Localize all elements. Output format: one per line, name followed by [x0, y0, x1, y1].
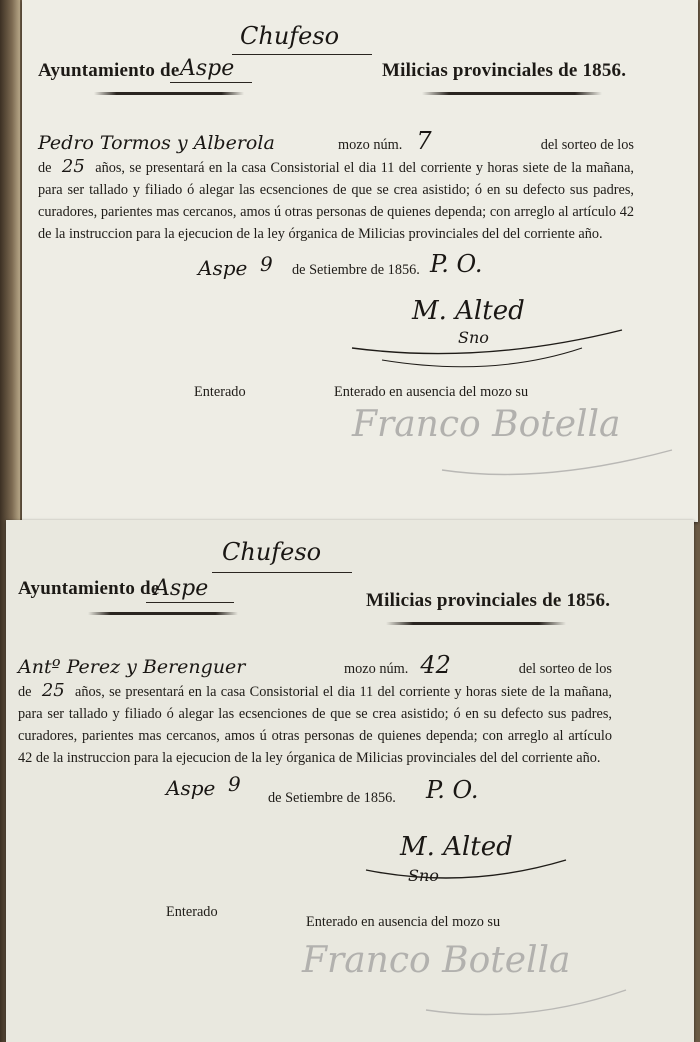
faded-flourish — [22, 0, 23, 1]
mozo-label: mozo núm. — [344, 661, 409, 677]
handwritten-province: Aspe — [180, 56, 235, 81]
sorteo-label: del sorteo de los — [540, 137, 634, 153]
initials: P. O. — [426, 776, 479, 804]
date-text: de Setiembre de 1856. — [268, 790, 396, 806]
enterado-ausencia-label: Enterado en ausencia del mozo su — [306, 914, 501, 930]
enterado-ausencia-label: Enterado en ausencia del mozo su — [334, 384, 529, 400]
date-day: 9 — [260, 252, 273, 276]
summons-paragraph — [18, 680, 612, 769]
official-signature: M. Alted — [400, 832, 513, 862]
age-value: 25 — [41, 680, 65, 701]
date-place: Aspe — [166, 776, 216, 800]
age-prefix: de — [38, 160, 52, 176]
faded-flourish — [6, 520, 7, 521]
handwritten-name: Pedro Tormos y Alberola — [38, 132, 275, 154]
initials: P. O. — [430, 250, 483, 278]
right-ornament-rule — [386, 622, 566, 625]
enterado-label: Enterado — [166, 904, 218, 920]
sorteo-label: del sorteo de los — [518, 661, 612, 677]
form-body — [38, 127, 634, 245]
handwritten-name: Antº Perez y Berenguer — [18, 656, 246, 678]
ayuntamiento-label: Ayuntamiento de — [38, 60, 180, 81]
town-underline — [212, 572, 352, 573]
mozo-label: mozo núm. — [338, 137, 403, 153]
form-title: Milicias provinciales de 1856. — [382, 60, 627, 81]
handwritten-town: Chufeso — [240, 22, 340, 50]
left-ornament-rule — [88, 612, 238, 615]
date-day: 9 — [228, 772, 241, 796]
right-ornament-rule — [422, 92, 602, 95]
handwritten-town: Chufeso — [222, 538, 322, 566]
mozo-number: 7 — [416, 127, 432, 155]
province-underline — [146, 602, 234, 603]
faded-signature: Franco Botella — [302, 940, 571, 981]
province-underline — [170, 82, 252, 83]
form-title: Milicias provinciales de 1856. — [366, 590, 611, 611]
age-prefix: de — [18, 684, 32, 700]
ayuntamiento-label: Ayuntamiento de — [18, 578, 160, 599]
age-value: 25 — [61, 156, 85, 177]
summons-paragraph — [38, 156, 634, 245]
date-place: Aspe — [198, 256, 248, 280]
town-underline — [232, 54, 372, 55]
faded-signature: Franco Botella — [352, 404, 621, 445]
form-sheet-1 — [22, 0, 698, 522]
date-text: de Setiembre de 1856. — [292, 262, 420, 278]
left-ornament-rule — [94, 92, 244, 95]
paragraph-text: años, se presentará en la casa Consistorial el dia 11 del corriente y horas siete de la mañana, para ser tallado y filiado ó alegar las ecsenciones de que se crea asistido; ó en su defecto sus padres, curadores, parientes mas cercanos, amos ú otras personas de quienes dependa; con arreglo al artículo 42 de la instruccion para la ejecucion de la ley órganica de Milicias provinciales del del corriente año. — [38, 160, 634, 242]
signature-subscript: Sno — [408, 866, 439, 885]
mozo-number: 42 — [420, 651, 451, 679]
official-signature: M. Alted — [412, 296, 525, 326]
form-body — [18, 651, 613, 769]
enterado-label: Enterado — [194, 384, 246, 400]
paragraph-text: años, se presentará en la casa Consistorial el dia 11 del corriente y horas siete de la mañana, para ser tallado y filiado ó alegar las ecsenciones de que se crea asistido; ó en su defecto sus padres, curadores, parientes mas cercanos, amos ú otras personas de quienes dependa; con arreglo al artículo 42 de la instruccion para la ejecucion de la ley órganica de Milicias provinciales del del corriente año. — [18, 684, 613, 766]
signature-subscript: Sno — [458, 328, 489, 347]
handwritten-province: Aspe — [154, 576, 209, 601]
form-sheet-2 — [6, 520, 694, 1042]
